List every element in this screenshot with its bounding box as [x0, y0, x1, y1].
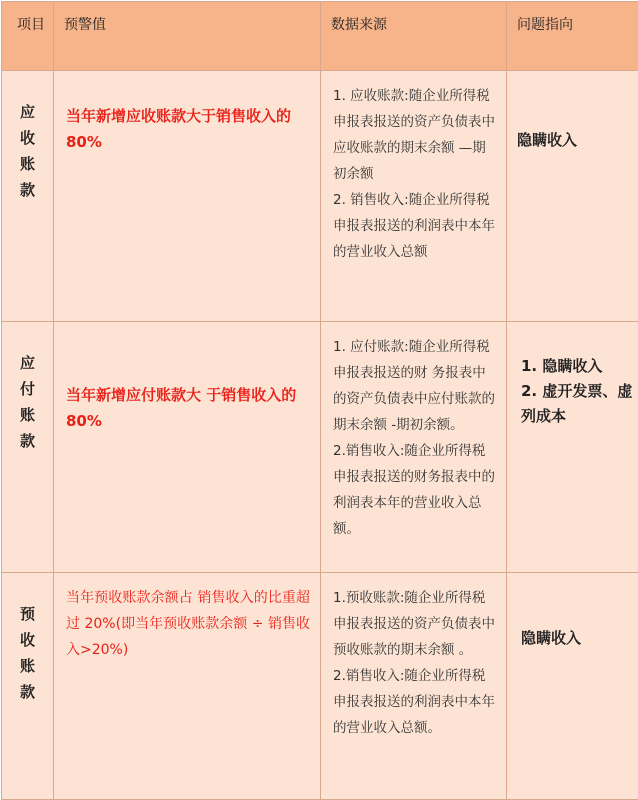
row-issue: 1. 隐瞒收入 2. 虚开发票、虚 列成本: [507, 322, 638, 573]
table-row: [2, 322, 638, 573]
header-warning: 预警值: [54, 2, 321, 71]
row-source: 1. 应付账款:随企业所得税申报表报送的财 务报表中的资产负债表中应付账款的期末余额 -期初余额。 2.销售收入:随企业所得税申报表报送的财务报表中的利润表本年的营业收入总额。: [321, 322, 507, 573]
row-warning: 当年预收账款余额占 销售收入的比重超过 20%(即当年预收账款余额 ÷ 销售收入>20%): [54, 573, 321, 800]
row-warning: 当年新增应付账款大 于销售收入的 80%: [54, 322, 321, 573]
row-source: 1.预收账款:随企业所得税申报表报送的资产负债表中预收账款的期末余额 。 2.销售收入:随企业所得税申报表报送的利润表中本年的营业收入总额。: [321, 573, 507, 800]
warning-table: [1, 1, 638, 800]
row-item-payable: 应 付 账 款: [2, 322, 54, 573]
row-issue: 隐瞒收入: [507, 71, 638, 322]
header-source: 数据来源: [321, 2, 507, 71]
header-item: 项目: [2, 2, 54, 71]
row-item-receivable: 应 收 账 款: [2, 71, 54, 322]
table-row: [2, 573, 638, 800]
row-issue: 隐瞒收入: [507, 573, 638, 800]
row-source: 1. 应收账款:随企业所得税申报表报送的资产负债表中应收账款的期末余额 —期初余额 2. 销售收入:随企业所得税申报表报送的利润表中本年的营业收入总额: [321, 71, 507, 322]
header-issue: 问题指向: [507, 2, 638, 71]
row-item-advance: 预 收 账 款: [2, 573, 54, 800]
table-header-row: [2, 2, 638, 71]
table-row: [2, 71, 638, 322]
row-warning: 当年新增应收账款大于销售收入的 80%: [54, 71, 321, 322]
